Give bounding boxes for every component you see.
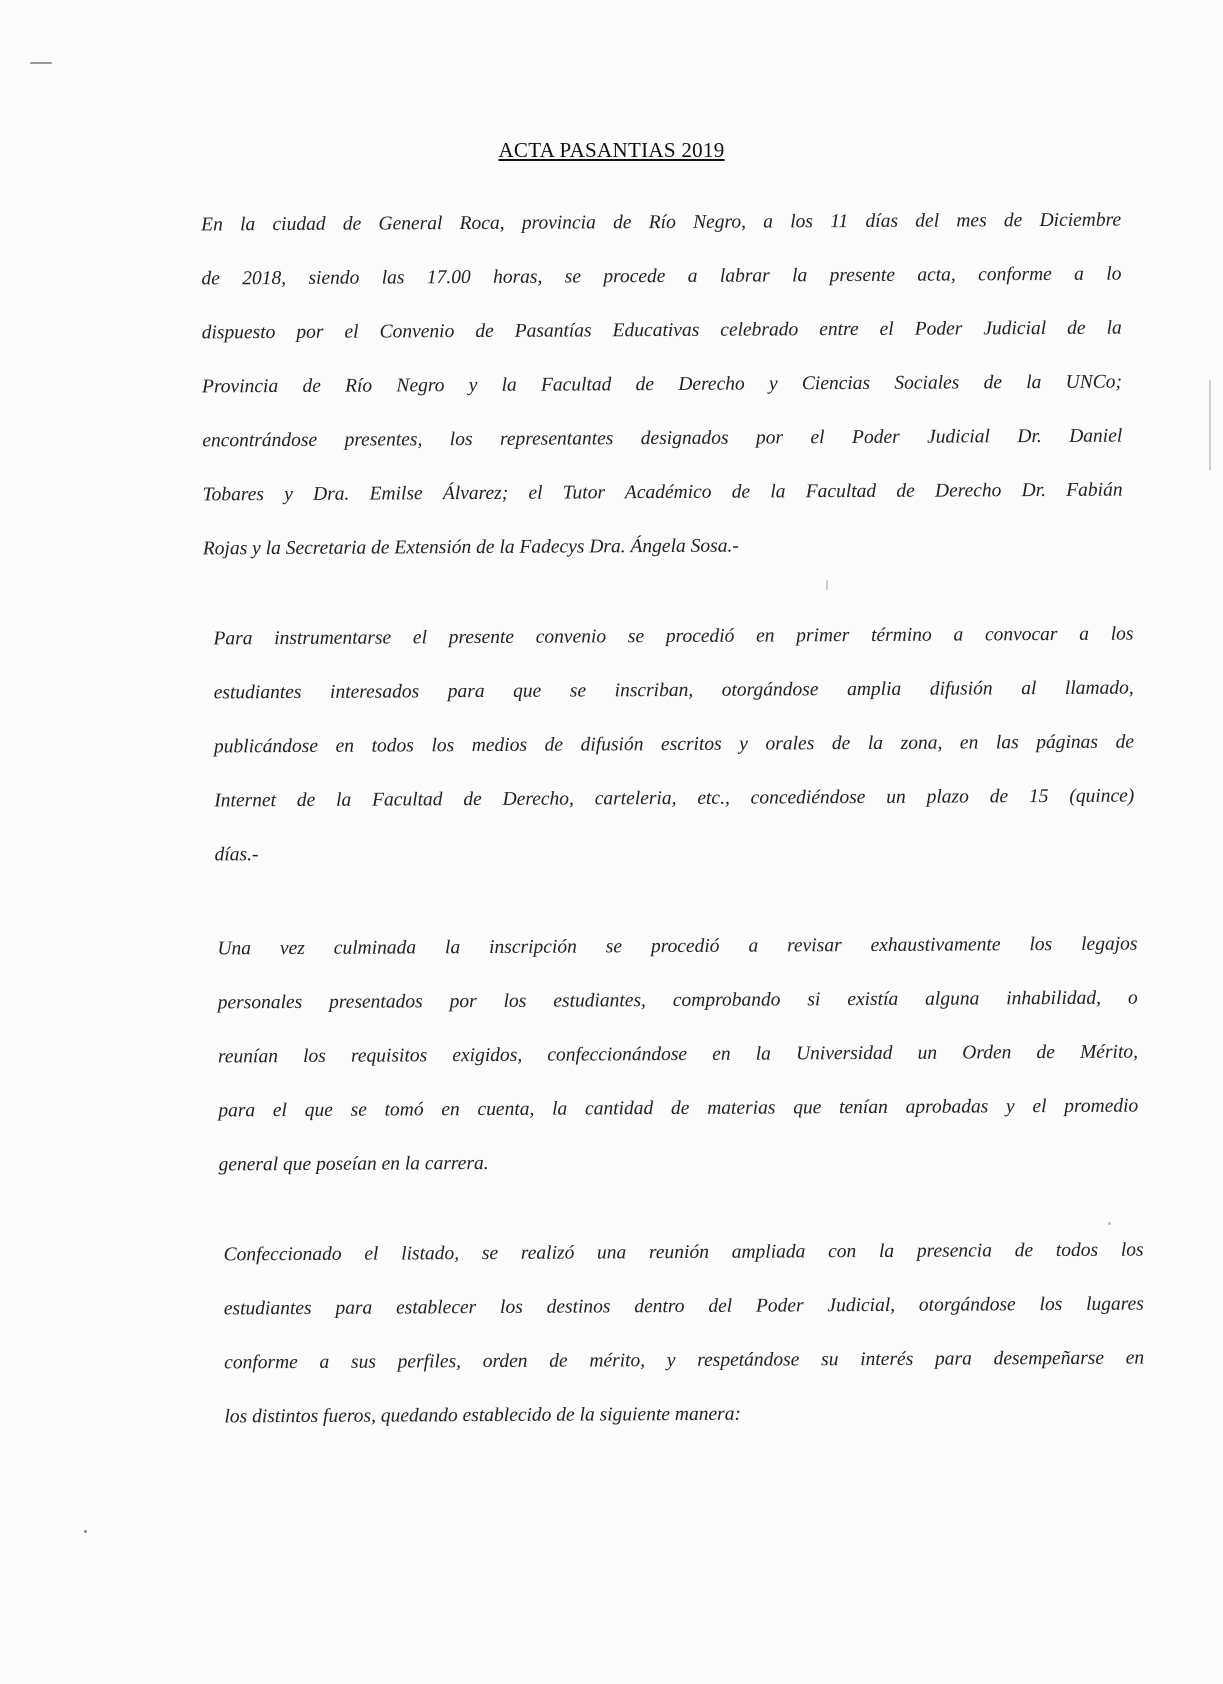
text-line: conforme a sus perfiles, orden de mérito, y respetándose su interés para desempeñarse en — [224, 1347, 1145, 1374]
text-line: estudiantes interesados para que se inscriban, otorgándose amplia difusión al llamado, — [213, 677, 1134, 704]
text-line: reunían los requisitos exigidos, confeccionándose en la Universidad un Orden de Mérito, — [217, 1041, 1139, 1068]
text-line: de 2018, siendo las 17.00 horas, se procede a labrar la presente acta, conforme a lo — [201, 263, 1122, 290]
text-line: estudiantes para establecer los destinos dentro del Poder Judicial, otorgándose los lugares — [223, 1293, 1144, 1320]
text-line: los distintos fueros, quedando establecido de la siguiente manera: — [224, 1403, 741, 1428]
scan-mark — [30, 62, 52, 64]
scan-speck — [826, 580, 828, 590]
paragraph-3 — [217, 918, 1138, 1193]
text-line: días.- — [214, 844, 259, 866]
text-line: Una vez culminada la inscripción se procedió a revisar exhaustivamente los legajos — [217, 933, 1138, 960]
text-line: Provincia de Río Negro y la Facultad de Derecho y Ciencias Sociales de la UNCo; — [201, 371, 1123, 398]
text-line: Tobares y Dra. Emilse Álvarez; el Tutor Académico de la Facultad de Derecho Dr. Fabián — [202, 479, 1123, 506]
text-line: Internet de la Facultad de Derecho, carteleria, etc., concediéndose un plazo de 15 (quince) — [214, 785, 1135, 812]
text-line: En la ciudad de General Roca, provincia de Río Negro, a los 11 días del mes de Diciembre — [201, 209, 1122, 236]
paragraph-4 — [223, 1224, 1144, 1445]
scan-edge-mark — [1209, 380, 1211, 470]
text-line: Confeccionado el listado, se realizó una reunión ampliada con la presencia de todos los — [223, 1239, 1144, 1266]
text-line: dispuesto por el Convenio de Pasantías Educativas celebrado entre el Poder Judicial de la — [201, 317, 1122, 344]
scan-speck — [84, 1530, 87, 1533]
text-line: general que poseían en la carrera. — [218, 1152, 489, 1176]
text-line: personales presentados por los estudiantes, comprobando si existía alguna inhabilidad, o — [217, 987, 1138, 1014]
text-line: encontrándose presentes, los representantes designados por el Poder Judicial Dr. Daniel — [202, 425, 1123, 452]
paragraph-1 — [201, 194, 1123, 577]
scan-speck — [1108, 1222, 1111, 1225]
text-line: publicándose en todos los medios de difusión escritos y orales de la zona, en las páginas de — [213, 731, 1135, 758]
paragraph-2 — [213, 608, 1134, 883]
text-line: para el que se tomó en cuenta, la cantidad de materias que tenían aprobadas y el promedio — [218, 1095, 1139, 1122]
text-line: Rojas y la Secretaria de Extensión de la Fadecys Dra. Ángela Sosa.- — [202, 535, 739, 560]
text-line: Para instrumentarse el presente convenio se procedió en primer término a convocar a los — [213, 623, 1134, 650]
document-title: ACTA PASANTIAS 2019 — [498, 138, 725, 162]
